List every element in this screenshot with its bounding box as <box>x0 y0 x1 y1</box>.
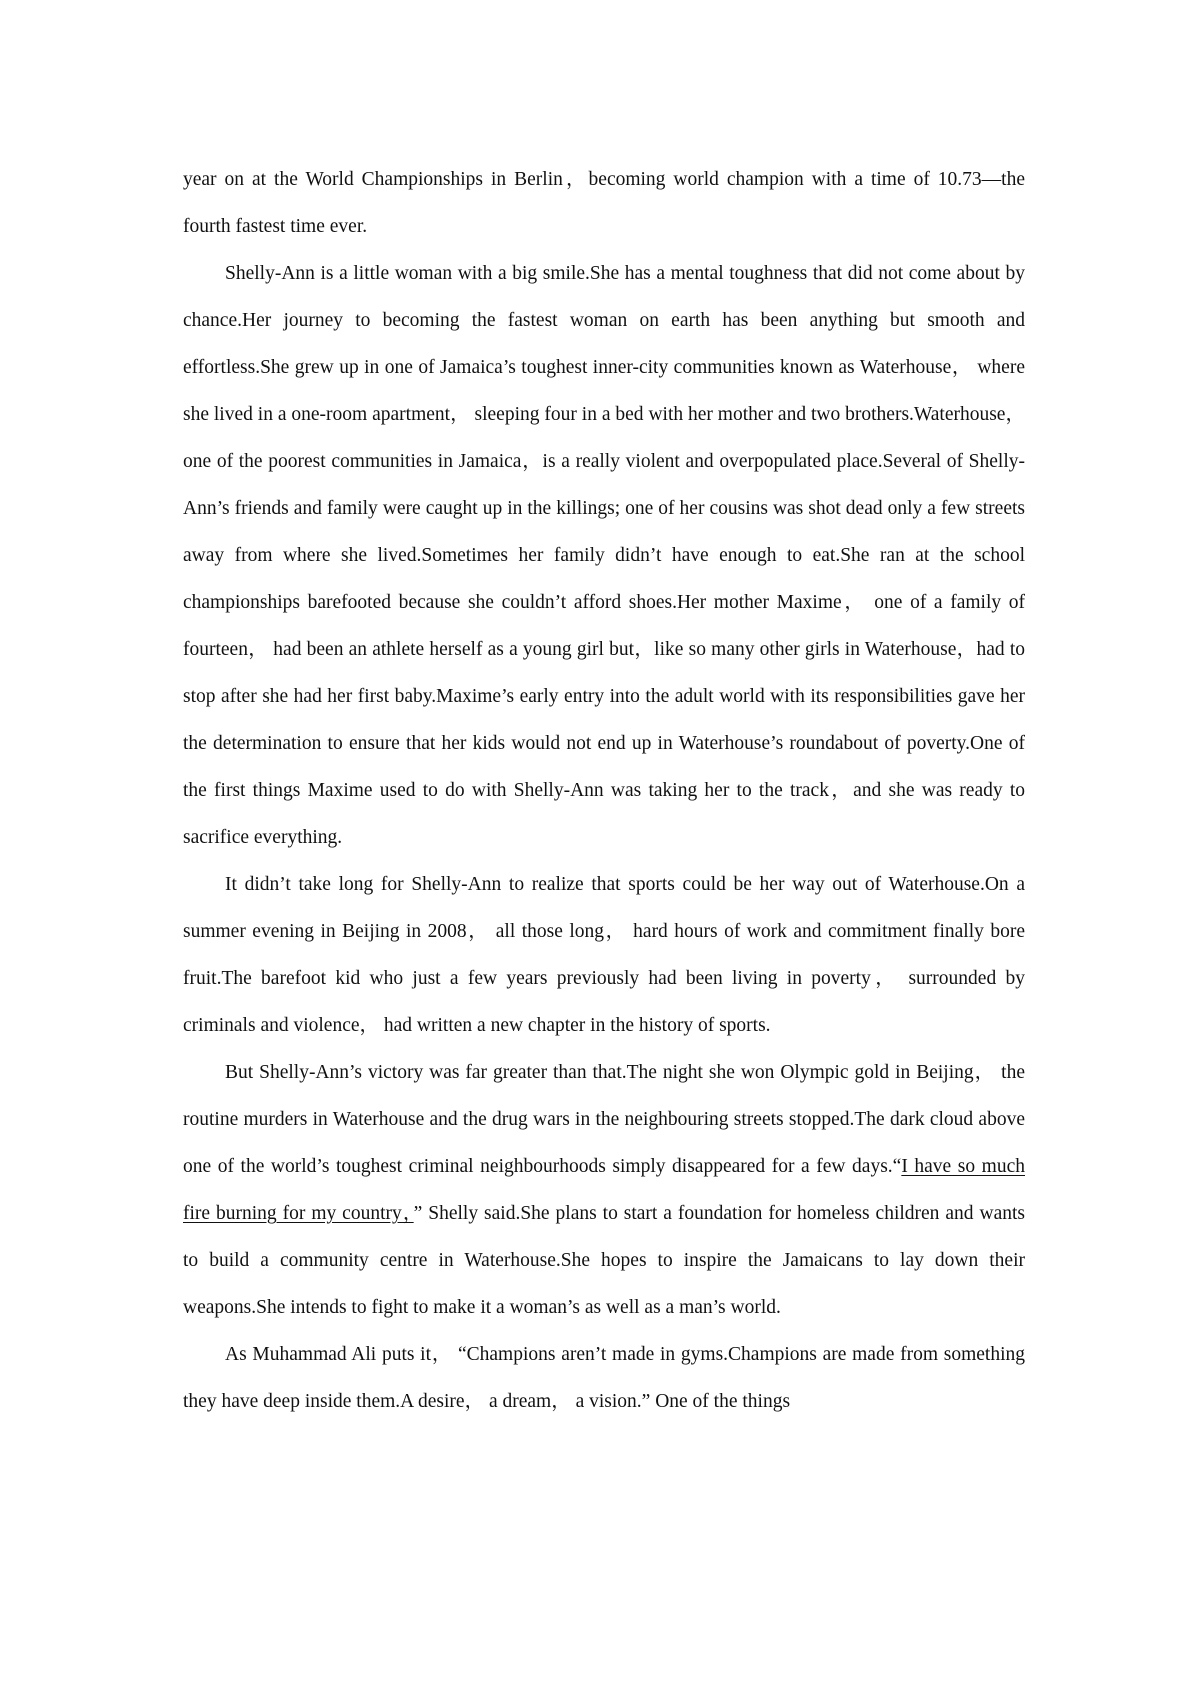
paragraph-greater-victory <box>183 1049 1025 1331</box>
paragraph-muhammad-ali: As Muhammad Ali puts it， “Champions aren’t made in gyms.Champions are made from something they have deep inside them.A desire， a dream， a vision.” One of the things <box>183 1344 1025 1412</box>
underlined-quote: I have so much fire burning for my country， <box>183 1156 1025 1224</box>
paragraph-childhood: Shelly-Ann is a little woman with a big smile.She has a mental toughness that did not come about by chance.Her journey to becoming the fastest woman on earth has been anything but smooth and effortless.She grew up in one of Jamaica’s toughest inner-city communities known as Waterhouse， where she lived in a one-room apartment， sleeping four in a bed with her mother and two brothers.Waterhouse，one of the poorest communities in Jamaica，is a really violent and overpopulated place.Several of Shelly-Ann’s friends and family were caught up in the killings; one of her cousins was shot dead only a few streets away from where she lived.Sometimes her family didn’t have enough to eat.She ran at the school championships barefooted because she couldn’t afford shoes.Her mother Maxime， one of a family of fourteen， had been an athlete herself as a young girl but，like so many other girls in Waterhouse，had to stop after she had her first baby.Maxime’s early entry into the adult world with its responsibilities gave her the determination to ensure that her kids would not end up in Waterhouse’s roundabout of poverty.One of the first things Maxime used to do with Shelly-Ann was taking her to the track，and she was ready to sacrifice everything. <box>183 263 1025 848</box>
article-body <box>183 156 1025 1425</box>
paragraph-beijing-victory: It didn’t take long for Shelly-Ann to realize that sports could be her way out of Waterhouse.On a summer evening in Beijing in 2008， all those long， hard hours of work and commitment finally bore fruit.The barefoot kid who just a few years previously had been living in poverty， surrounded by criminals and violence， had written a new chapter in the history of sports. <box>183 874 1025 1036</box>
paragraph-text-before: But Shelly-Ann’s victory was far greater than that.The night she won Olympic gold in Beijing， the routine murders in Waterhouse and the drug wars in the neighbouring streets stopped.The dark cloud above one of the world’s toughest criminal neighbourhoods simply disappeared for a few days.“ <box>183 1062 1025 1177</box>
paragraph-text-after: ” Shelly said.She plans to start a foundation for homeless children and wants to build a community centre in Waterhouse.She hopes to inspire the Jamaicans to lay down their weapons.She intends to fight to make it a woman’s as well as a man’s world. <box>183 1203 1025 1318</box>
paragraph-continuation: year on at the World Championships in Berlin，becoming world champion with a time of 10.73—the fourth fastest time ever. <box>183 169 1025 237</box>
